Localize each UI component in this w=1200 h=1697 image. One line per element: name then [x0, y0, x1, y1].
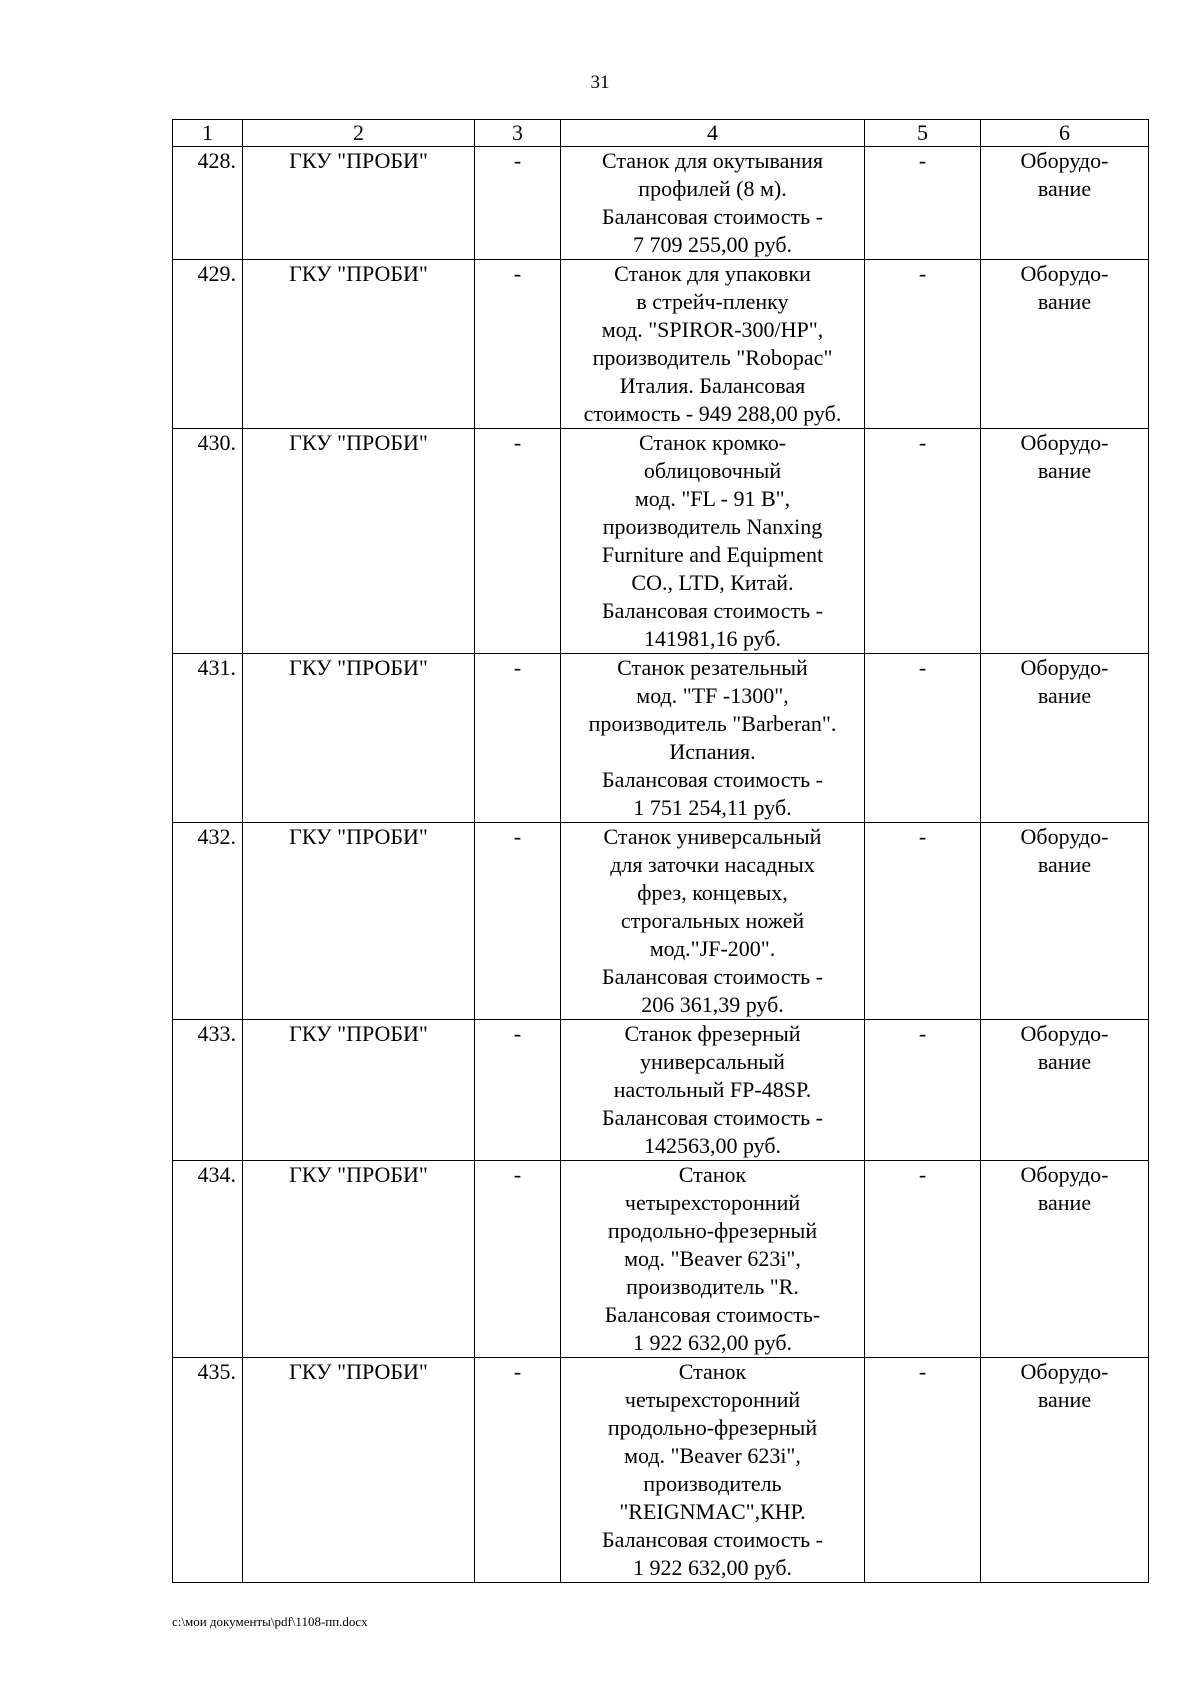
description-line: производитель "Barberan".	[588, 711, 837, 736]
description-line: стоимость - 949 288,00 руб.	[583, 401, 842, 426]
description-line: для заточки насадных	[610, 852, 815, 877]
description-line: 206 361,39 руб.	[641, 992, 784, 1017]
property-type-line: вание	[1037, 852, 1092, 877]
row-number: 431.	[173, 654, 243, 823]
description	[561, 823, 865, 1020]
property-type-line: вание	[1037, 458, 1092, 483]
property-type	[981, 147, 1149, 260]
description-line: Балансовая стоимость -	[602, 598, 823, 623]
description-line: Furniture and Equipment	[601, 542, 824, 567]
description-line: производитель	[643, 1471, 782, 1496]
organization: ГКУ "ПРОБИ"	[243, 260, 475, 429]
column-5-value: -	[865, 1358, 981, 1583]
column-3-value: -	[475, 1161, 561, 1358]
property-type-line: вание	[1037, 176, 1092, 201]
description-line: мод."JF-200".	[649, 936, 776, 961]
column-3-value: -	[475, 1358, 561, 1583]
column-5-value: -	[865, 429, 981, 654]
column-header-4: 4	[561, 120, 865, 147]
description-line: 142563,00 руб.	[643, 1133, 782, 1158]
table-row	[173, 823, 1149, 1020]
property-type-line: Оборудо-	[1020, 1162, 1109, 1187]
registry-table	[172, 119, 1149, 1583]
description-line: профилей (8 м).	[638, 176, 787, 201]
column-5-value: -	[865, 1161, 981, 1358]
row-number: 428.	[173, 147, 243, 260]
description-line: продольно-фрезерный	[607, 1415, 818, 1440]
description-line: 7 709 255,00 руб.	[632, 232, 793, 257]
description-line: фрез, концевых,	[637, 880, 788, 905]
description-line: в стрейч-пленку	[636, 289, 789, 314]
description-line: производитель Nanxing	[602, 514, 823, 539]
column-3-value: -	[475, 429, 561, 654]
description	[561, 1161, 865, 1358]
description-line: Станок для окутывания	[601, 148, 824, 173]
organization: ГКУ "ПРОБИ"	[243, 429, 475, 654]
column-5-value: -	[865, 260, 981, 429]
description-line: Италия. Балансовая	[619, 373, 806, 398]
description-line: 1 922 632,00 руб.	[632, 1555, 793, 1580]
property-type-line: вание	[1037, 289, 1092, 314]
description-line: CO., LTD, Китай.	[631, 570, 794, 595]
property-type	[981, 823, 1149, 1020]
description-line: четырехсторонний	[624, 1387, 801, 1412]
property-type-line: Оборудо-	[1020, 430, 1109, 455]
description-line: Балансовая стоимость-	[604, 1302, 821, 1327]
description	[561, 1020, 865, 1161]
property-type	[981, 1161, 1149, 1358]
row-number: 429.	[173, 260, 243, 429]
description-line: строгальных ножей	[620, 908, 805, 933]
property-type	[981, 1020, 1149, 1161]
description-line: Станок универсальный	[603, 824, 822, 849]
description-line: мод. "TF -1300",	[636, 683, 789, 708]
property-type	[981, 429, 1149, 654]
column-3-value: -	[475, 823, 561, 1020]
column-header-2: 2	[243, 120, 475, 147]
table-row	[173, 429, 1149, 654]
column-5-value: -	[865, 823, 981, 1020]
table-row	[173, 147, 1149, 260]
property-type-line: Оборудо-	[1020, 1021, 1109, 1046]
description-line: Станок	[678, 1359, 747, 1384]
page-number: 31	[590, 72, 610, 93]
property-type-line: вание	[1037, 1049, 1092, 1074]
description-line: Балансовая стоимость -	[602, 1527, 823, 1552]
table-row	[173, 1020, 1149, 1161]
column-header-1: 1	[173, 120, 243, 147]
property-type-line: вание	[1037, 1190, 1092, 1215]
description-line: "REIGNMAC",КНР.	[619, 1499, 806, 1524]
row-number: 433.	[173, 1020, 243, 1161]
property-type-line: Оборудо-	[1020, 824, 1109, 849]
property-type-line: Оборудо-	[1020, 148, 1109, 173]
description-line: производитель "R.	[626, 1274, 799, 1299]
property-type-line: вание	[1037, 683, 1092, 708]
description-line: Станок резательный	[617, 655, 808, 680]
description	[561, 1358, 865, 1583]
description-line: производитель "Robopac"	[592, 345, 833, 370]
property-type	[981, 654, 1149, 823]
description-line: мод. "SPIROR-300/HP",	[601, 317, 824, 342]
description-line: универсальный	[640, 1049, 785, 1074]
row-number: 432.	[173, 823, 243, 1020]
property-type-line: вание	[1037, 1387, 1092, 1412]
description-line: четырехсторонний	[624, 1190, 801, 1215]
description-line: 1 922 632,00 руб.	[632, 1330, 793, 1355]
description-line: Балансовая стоимость -	[602, 1105, 823, 1130]
table-row	[173, 1358, 1149, 1583]
column-header-5: 5	[865, 120, 981, 147]
description-line: Станок фрезерный	[624, 1021, 801, 1046]
property-type	[981, 260, 1149, 429]
description-line: Балансовая стоимость -	[602, 964, 823, 989]
row-number: 430.	[173, 429, 243, 654]
table-body	[173, 147, 1149, 1583]
description-line: Балансовая стоимость -	[602, 204, 823, 229]
organization: ГКУ "ПРОБИ"	[243, 147, 475, 260]
table-row	[173, 1161, 1149, 1358]
column-header-6: 6	[981, 120, 1149, 147]
description-line: Станок для упаковки	[614, 261, 811, 286]
column-3-value: -	[475, 147, 561, 260]
row-number: 435.	[173, 1358, 243, 1583]
description-line: Станок кромко-	[638, 430, 787, 455]
property-type-line: Оборудо-	[1020, 655, 1109, 680]
property-type	[981, 1358, 1149, 1583]
description-line: Испания.	[669, 739, 756, 764]
column-3-value: -	[475, 1020, 561, 1161]
table-row	[173, 260, 1149, 429]
table-row	[173, 654, 1149, 823]
description	[561, 260, 865, 429]
column-5-value: -	[865, 147, 981, 260]
description-line: облицовочный	[643, 458, 782, 483]
description	[561, 654, 865, 823]
column-header-3: 3	[475, 120, 561, 147]
header-row	[173, 120, 1149, 147]
organization: ГКУ "ПРОБИ"	[243, 654, 475, 823]
property-type-line: Оборудо-	[1020, 261, 1109, 286]
description	[561, 147, 865, 260]
description	[561, 429, 865, 654]
description-line: Станок	[678, 1162, 747, 1187]
column-5-value: -	[865, 1020, 981, 1161]
description-line: Балансовая стоимость -	[602, 767, 823, 792]
organization: ГКУ "ПРОБИ"	[243, 1161, 475, 1358]
column-3-value: -	[475, 654, 561, 823]
column-5-value: -	[865, 654, 981, 823]
organization: ГКУ "ПРОБИ"	[243, 1358, 475, 1583]
column-3-value: -	[475, 260, 561, 429]
description-line: мод. "Beaver 623i",	[624, 1443, 801, 1468]
organization: ГКУ "ПРОБИ"	[243, 823, 475, 1020]
description-line: продольно-фрезерный	[607, 1218, 818, 1243]
description-line: 1 751 254,11 руб.	[633, 795, 792, 820]
property-type-line: Оборудо-	[1020, 1359, 1109, 1384]
description-line: мод. "Beaver 623i",	[624, 1246, 801, 1271]
row-number: 434.	[173, 1161, 243, 1358]
organization: ГКУ "ПРОБИ"	[243, 1020, 475, 1161]
description-line: мод. "FL - 91 B",	[634, 486, 791, 511]
footer-file-path: с:\мои документы\pdf\1108-пп.docx	[172, 1614, 368, 1629]
description-line: 141981,16 руб.	[643, 626, 782, 651]
description-line: настольный FP-48SP.	[613, 1077, 812, 1102]
